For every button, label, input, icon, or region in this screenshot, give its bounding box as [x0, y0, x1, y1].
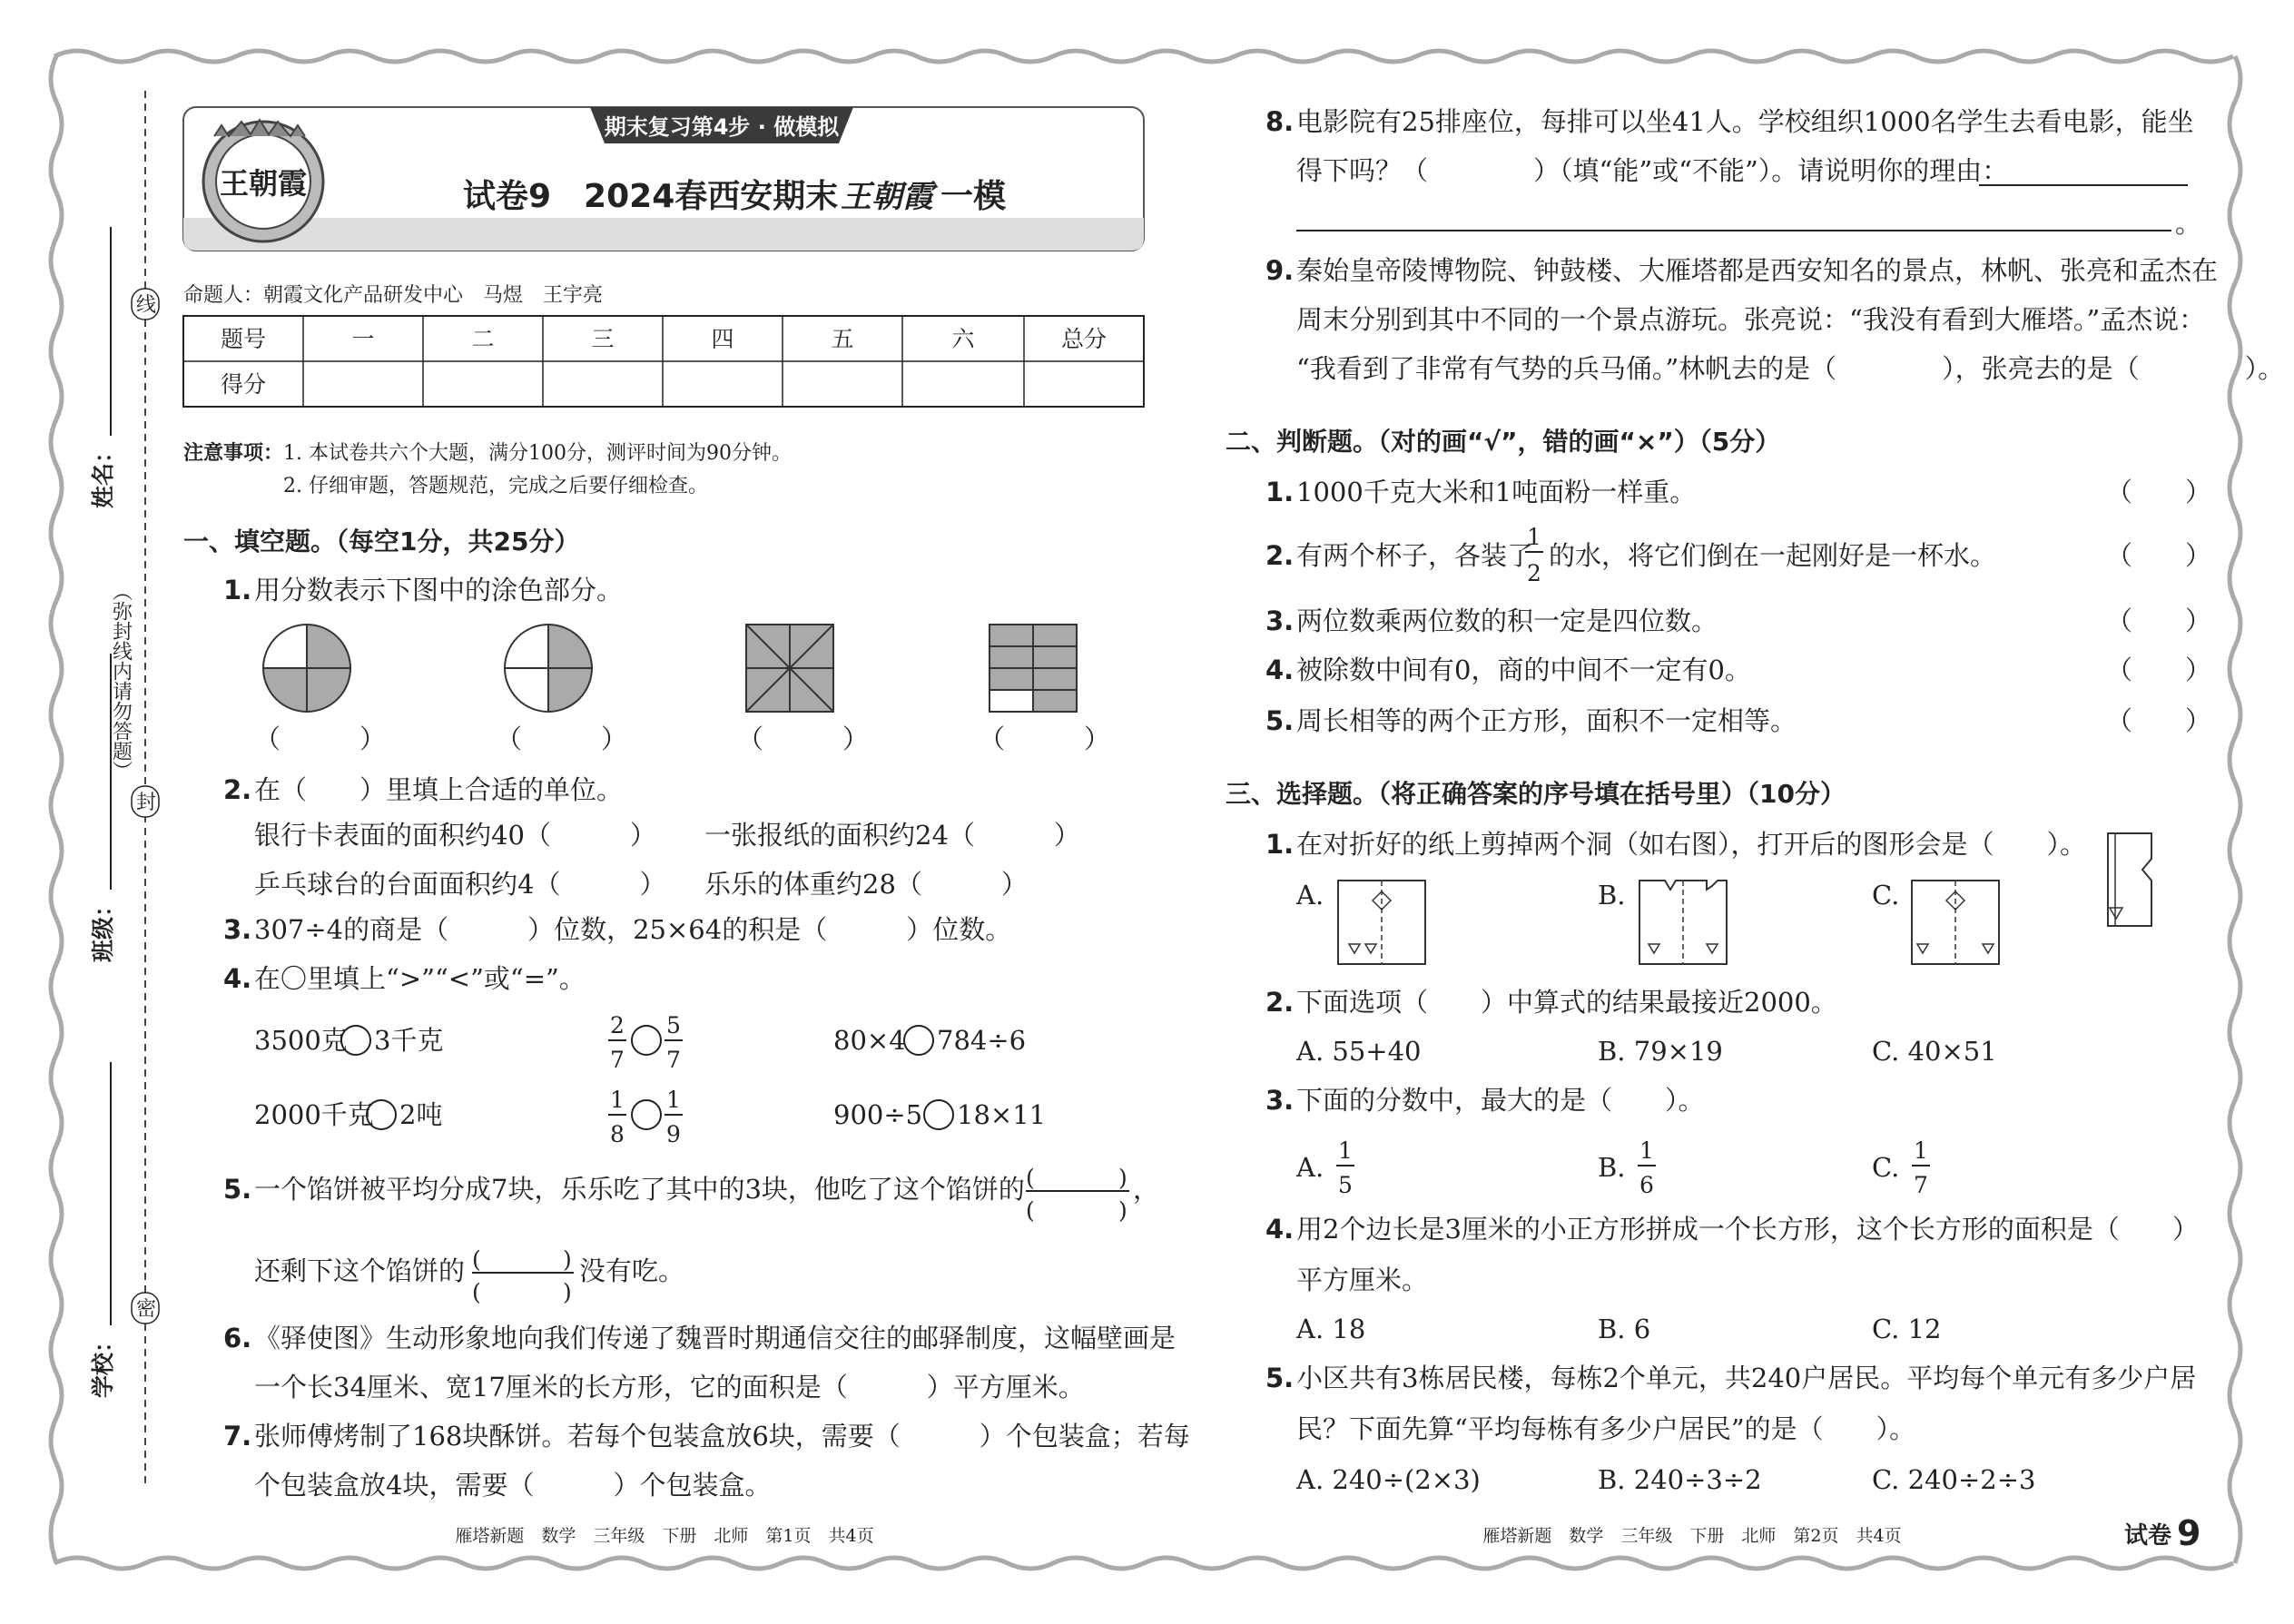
frac-num: 1 — [1338, 1137, 1353, 1164]
option-label[interactable]: C. — [1872, 1152, 1900, 1183]
q5-text: 一个馅饼被平均分成7块，乐乐吃了其中的3块，他吃了这个馅饼的 — [254, 1174, 1025, 1205]
frac-den: 8 — [610, 1121, 625, 1147]
q7-line2[interactable]: 个包装盒放4块，需要（ ）个包装盒。 — [254, 1470, 772, 1501]
option[interactable]: B. 79×19 — [1598, 1036, 1723, 1067]
footer-right: 雁塔新题 数学 三年级 下册 北师 第2页 共4页 — [1482, 1526, 1902, 1546]
compare-right: 18×11 — [957, 1099, 1047, 1130]
section3-title: 三、选择题。（将正确答案的序号填在括号里）（10分） — [1226, 779, 1846, 809]
q-number: 4. — [223, 963, 252, 994]
margin-note: （弥封线内请勿答题） — [109, 581, 133, 781]
wavy-border-right — [2230, 56, 2240, 1563]
answer-blank[interactable]: （ ） — [254, 723, 387, 754]
q-number: 3. — [1265, 605, 1295, 636]
q6-line1: 《驿使图》生动形象地向我们传递了魏晋时期通信交往的邮驿制度，这幅壁画是 — [254, 1323, 1177, 1353]
judge-item-cont: 的水，将它们倒在一起刚好是一杯水。 — [1549, 540, 1997, 571]
q-number: 5. — [223, 1174, 252, 1205]
option[interactable]: C. 240÷2÷3 — [1872, 1464, 2036, 1495]
table-header: 四 — [711, 326, 734, 352]
option[interactable]: C. 12 — [1872, 1314, 1942, 1344]
frac-num: 1 — [1527, 524, 1541, 550]
notice-item: 1. 本试卷共六个大题，满分100分，测评时间为90分钟。 — [283, 442, 792, 465]
q-number: 5. — [1265, 1363, 1295, 1393]
q4-text: 在〇里填上“>”“<”或“=”。 — [254, 963, 586, 994]
table-header: 三 — [591, 326, 615, 352]
option-label[interactable]: A. — [1296, 1152, 1324, 1183]
table-header: 二 — [471, 326, 495, 352]
q-number: 3. — [1265, 1085, 1295, 1116]
option-a-figure[interactable] — [1338, 881, 1425, 964]
option[interactable]: B. 240÷3÷2 — [1598, 1464, 1762, 1495]
footer-tag-number: 9 — [2177, 1513, 2201, 1553]
banner-text: 期末复习第4步 · 做模拟 — [604, 114, 840, 140]
judge-item: 两位数乘两位数的积一定是四位数。 — [1296, 605, 1718, 636]
option-label[interactable]: B. — [1598, 1152, 1626, 1183]
judge-paren[interactable]: （ ） — [2106, 705, 2212, 736]
option-b-figure[interactable] — [1639, 881, 1727, 964]
judge-item: 有两个杯子，各装了 — [1296, 540, 1534, 571]
q2-item[interactable]: 乒乓球台的台面面积约4（ ） — [254, 869, 666, 900]
wavy-border-top — [54, 51, 2233, 62]
footer-tag: 试卷 — [2124, 1522, 2172, 1550]
title-suffix: 一模 — [940, 178, 1007, 215]
wavy-border-left — [51, 56, 62, 1563]
q2-text: 在（ ）里填上合适的单位。 — [254, 774, 624, 805]
section1-title: 一、填空题。（每空1分，共25分） — [183, 527, 580, 556]
frac-den: 7 — [666, 1047, 681, 1073]
judge-item: 被除数中间有0，商的中间不一定有0。 — [1296, 655, 1751, 685]
frac-den: 2 — [1527, 560, 1541, 586]
frac-num: 1 — [666, 1087, 681, 1113]
figure-grid — [989, 625, 1077, 712]
folded-paper-figure — [2108, 833, 2151, 926]
choice-q3-text[interactable]: 下面的分数中，最大的是（ ）。 — [1296, 1085, 1705, 1116]
option[interactable]: A. 18 — [1296, 1314, 1366, 1344]
compare-left: 3500克 — [254, 1025, 348, 1056]
logo — [203, 120, 323, 241]
q7-line1[interactable]: 张师傅烤制了168块酥饼。若每个包装盒放6块，需要（ ）个包装盒；若每 — [254, 1421, 1190, 1452]
q3-text[interactable]: 307÷4的商是（ ）位数，25×64的积是（ ）位数。 — [254, 914, 1012, 945]
compare-right: 784÷6 — [937, 1025, 1027, 1056]
q-number: 2. — [223, 774, 252, 805]
compare-circle[interactable] — [632, 1100, 661, 1129]
option-label: A. — [1296, 880, 1324, 910]
fraction-blank[interactable] — [472, 1246, 574, 1305]
svg-text:线: 线 — [136, 294, 157, 317]
judge-item: 周长相等的两个正方形，面积不一定相等。 — [1296, 705, 1797, 736]
table-header: 五 — [831, 326, 854, 352]
svg-text:(: ( — [472, 1246, 481, 1273]
compare-circle[interactable] — [924, 1100, 953, 1129]
svg-text:): ) — [563, 1246, 572, 1273]
q5-comma: ， — [1133, 1174, 1160, 1205]
compare-left: 80×4 — [833, 1025, 906, 1056]
frac-den: 5 — [1338, 1172, 1353, 1198]
svg-text:王朝霞: 王朝霞 — [219, 166, 308, 201]
section2-title: 二、判断题。（对的画“√”，错的画“×”）（5分） — [1226, 427, 1781, 457]
svg-text:): ) — [1118, 1165, 1127, 1191]
q-number: 7. — [223, 1421, 252, 1452]
frac-num: 2 — [610, 1012, 625, 1038]
frac-den: 6 — [1639, 1172, 1654, 1198]
compare-right: 3千克 — [374, 1025, 444, 1056]
q8-line1: 电影院有25排座位，每排可以坐41人。学校组织1000名学生去看电影，能坐 — [1296, 106, 2194, 137]
choice-q1-text[interactable]: 在对折好的纸上剪掉两个洞（如右图），打开后的图形会是（ ）。 — [1296, 829, 2087, 860]
svg-text:(: ( — [1026, 1197, 1035, 1224]
option[interactable]: C. 40×51 — [1872, 1036, 1997, 1067]
author-line: 命题人：朝霞文化产品研发中心 马煜 王宇亮 — [183, 284, 604, 307]
choice-q5-line1: 小区共有3栋居民楼，每栋2个单元，共240户居民。平均每个单元有多少户居 — [1296, 1363, 2197, 1393]
q9-line1: 秦始皇帝陵博物院、钟鼓楼、大雁塔都是西安知名的景点，林帆、张亮和孟杰在 — [1296, 255, 2219, 286]
q-number: 6. — [223, 1323, 252, 1353]
footer-left: 雁塔新题 数学 三年级 下册 北师 第1页 共4页 — [455, 1526, 874, 1546]
option-label: B. — [1598, 880, 1626, 910]
q9-line2: 周末分别到其中不同的一个景点游玩。张亮说：“我没有看到大雁塔。”孟杰说： — [1296, 304, 2206, 335]
q-number: 1. — [1265, 477, 1295, 507]
fraction-blank[interactable] — [1026, 1165, 1129, 1224]
margin-mark-seal — [132, 786, 159, 817]
q-number: 4. — [1265, 1214, 1295, 1245]
judge-item: 1000千克大米和1吨面粉一样重。 — [1296, 477, 1697, 507]
choice-q4-line2: 平方厘米。 — [1296, 1265, 1429, 1295]
frac-den: 7 — [1914, 1172, 1928, 1198]
q-number: 5. — [1265, 705, 1295, 736]
svg-text:): ) — [563, 1279, 572, 1305]
compare-circle[interactable] — [904, 1026, 933, 1055]
svg-text:密: 密 — [136, 1298, 157, 1321]
option[interactable]: A. 55+40 — [1296, 1036, 1422, 1067]
margin-mark-secret — [132, 1293, 159, 1324]
school-label: 学校： — [90, 1329, 116, 1398]
choice-q2-text[interactable]: 下面选项（ ）中算式的结果最接近2000。 — [1296, 987, 1837, 1018]
figure-square-triangles — [746, 625, 833, 712]
svg-text:(: ( — [1026, 1165, 1035, 1191]
svg-text:(: ( — [472, 1279, 481, 1305]
judge-paren[interactable]: （ ） — [2106, 477, 2212, 507]
frac-num: 5 — [666, 1012, 681, 1038]
svg-text:): ) — [1118, 1197, 1127, 1224]
table-header: 总分 — [1060, 326, 1108, 352]
option[interactable]: A. 240÷(2×3) — [1296, 1464, 1481, 1495]
frac-den: 7 — [610, 1047, 625, 1073]
q-number: 8. — [1265, 106, 1295, 137]
option-c-figure[interactable] — [1912, 881, 1999, 964]
q5-text3: 没有吃。 — [579, 1255, 685, 1286]
figure-circle-1 — [263, 625, 350, 712]
answer-blank[interactable]: （ ） — [737, 723, 870, 754]
q8-end: 。 — [2175, 208, 2202, 239]
option-label: C. — [1872, 880, 1900, 910]
notice-label: 注意事项： — [183, 442, 284, 465]
title-brand: 王朝霞 — [841, 179, 933, 215]
q-number: 9. — [1265, 255, 1295, 286]
option[interactable]: B. 6 — [1598, 1314, 1651, 1344]
compare-left: 900÷5 — [833, 1099, 923, 1130]
q2-item[interactable]: 一张报纸的面积约24（ ） — [704, 820, 1080, 851]
figure-circle-2 — [505, 625, 592, 712]
class-label: 班级： — [90, 893, 116, 962]
q2-item[interactable]: 银行卡表面的面积约40（ ） — [254, 820, 656, 851]
q1-text: 用分数表示下图中的涂色部分。 — [254, 575, 624, 605]
frac-num: 1 — [1639, 1137, 1654, 1164]
score-table — [183, 316, 1144, 407]
judge-paren[interactable]: （ ） — [2106, 655, 2212, 685]
svg-text:封: 封 — [136, 792, 157, 814]
judge-paren[interactable]: （ ） — [2106, 605, 2212, 636]
q-number: 2. — [1265, 987, 1295, 1018]
table-header: 题号 — [220, 326, 267, 352]
q9-line3[interactable]: “我看到了非常有气势的兵马俑。”林帆去的是（ ），张亮去的是（ ）。 — [1296, 353, 2285, 384]
q-number: 1. — [1265, 829, 1295, 860]
q5-text2: 还剩下这个馅饼的 — [254, 1255, 466, 1286]
answer-blank[interactable]: （ ） — [979, 723, 1111, 754]
table-header: 六 — [951, 326, 975, 352]
margin-mark-line — [132, 289, 159, 320]
choice-q5-line2[interactable]: 民？下面先算“平均每栋有多少户居民”的是（ ）。 — [1296, 1413, 1916, 1444]
row-label: 得分 — [220, 371, 267, 398]
compare-circle[interactable] — [632, 1026, 661, 1055]
q-number: 2. — [1265, 540, 1295, 571]
judge-paren[interactable]: （ ） — [2106, 540, 2212, 571]
q-number: 1. — [223, 575, 252, 605]
wavy-border-bottom — [54, 1558, 2233, 1569]
q8-line2[interactable]: 得下吗？（ ）（填“能”或“不能”）。请说明你的理由： — [1296, 155, 2009, 186]
q2-item[interactable]: 乐乐的体重约28（ ） — [704, 869, 1028, 900]
choice-q4-line1[interactable]: 用2个边长是3厘米的小正方形拼成一个长方形，这个长方形的面积是（ ） — [1296, 1214, 2199, 1245]
frac-num: 1 — [1914, 1137, 1928, 1164]
header-shade — [183, 218, 1144, 251]
exam-title: 试卷9 2024春西安期末 — [463, 178, 839, 215]
q6-line2[interactable]: 一个长34厘米、宽17厘米的长方形，它的面积是（ ）平方厘米。 — [254, 1372, 1085, 1403]
name-label: 姓名： — [90, 439, 116, 508]
compare-right: 2吨 — [399, 1099, 443, 1130]
frac-den: 9 — [666, 1121, 681, 1147]
frac-num: 1 — [610, 1087, 625, 1113]
table-header: 一 — [351, 326, 375, 352]
q-number: 3. — [223, 914, 252, 945]
compare-left: 2000千克 — [254, 1099, 374, 1130]
q-number: 4. — [1265, 655, 1295, 685]
answer-blank[interactable]: （ ） — [496, 723, 628, 754]
notice-item: 2. 仔细审题，答题规范，完成之后要仔细检查。 — [283, 475, 708, 497]
